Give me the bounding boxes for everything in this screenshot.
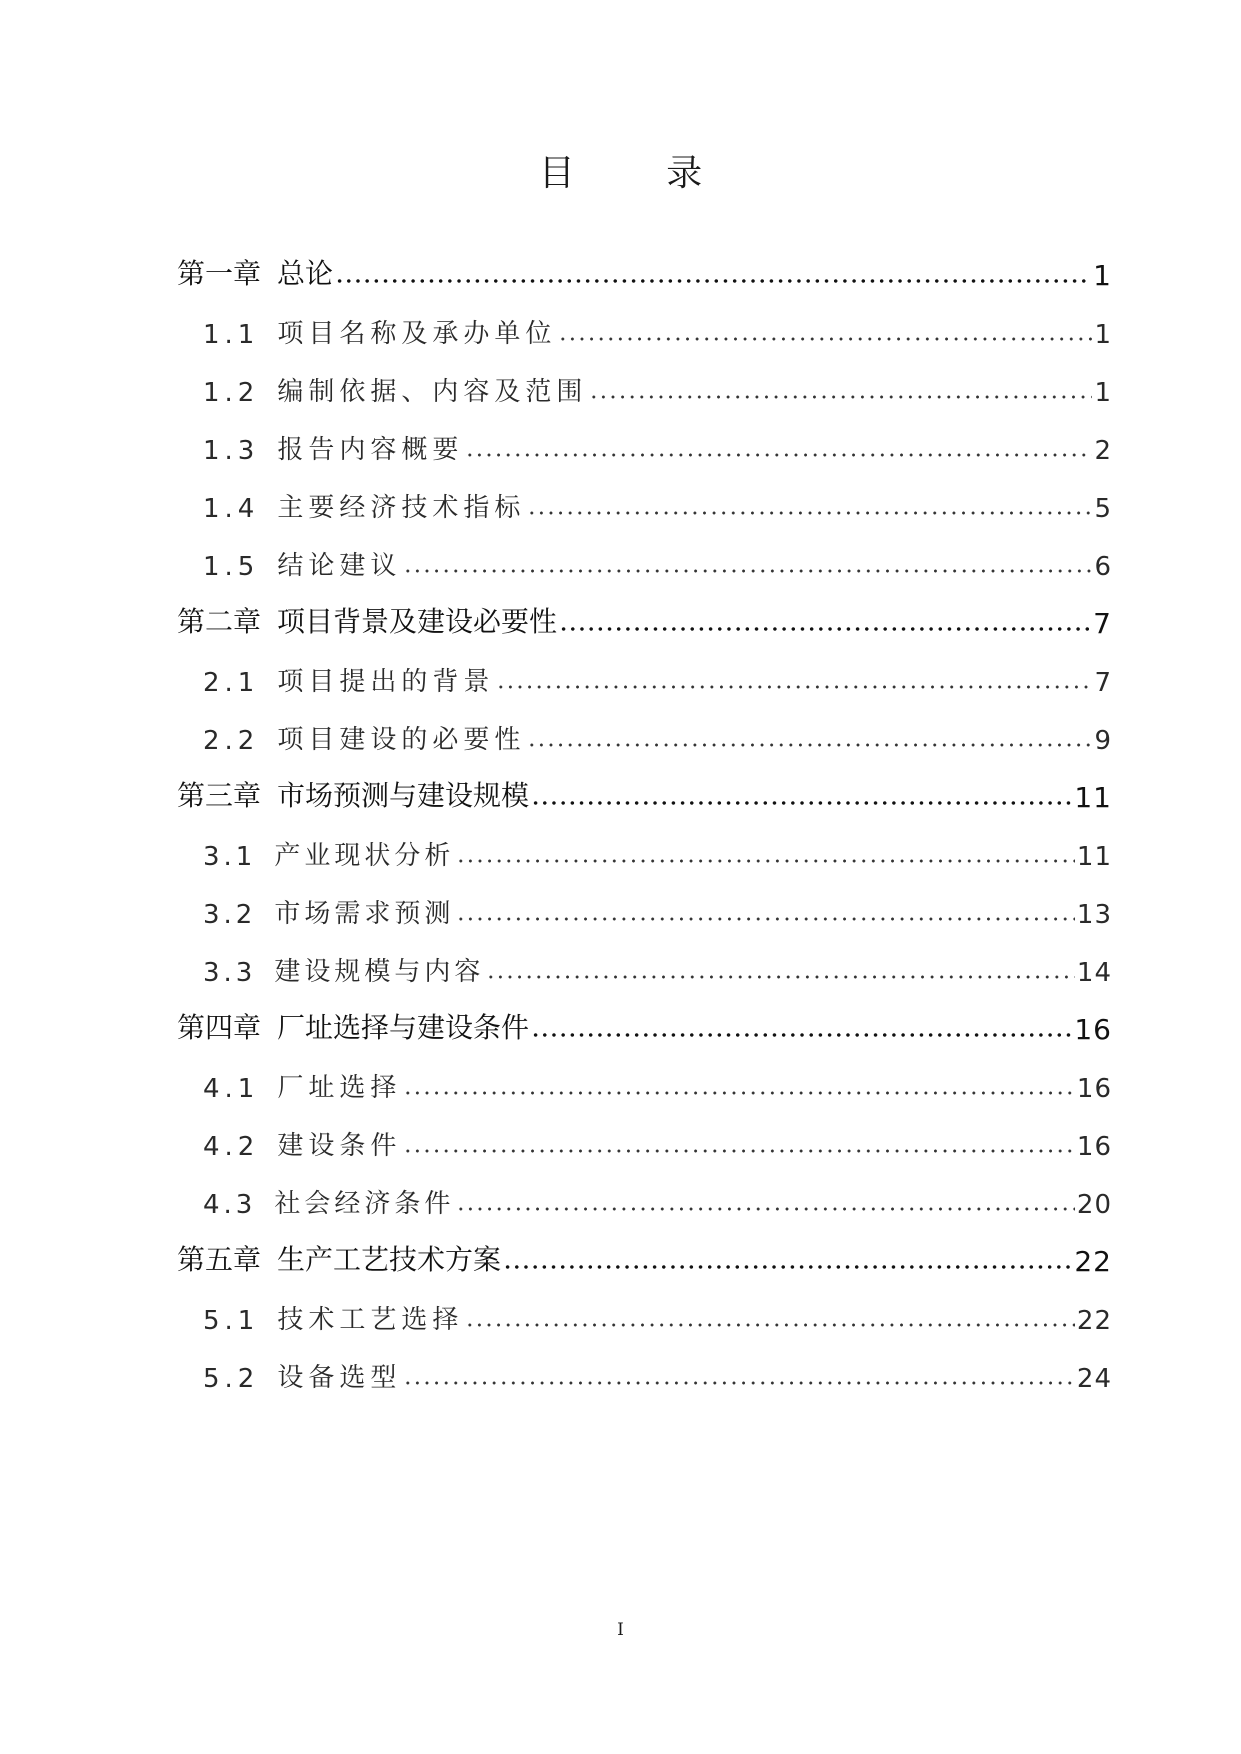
dot-leader	[496, 684, 1092, 690]
toc-entry-number: 5.2	[203, 1364, 260, 1394]
toc-entry-page: 22	[1076, 1306, 1112, 1336]
toc-entry-number: 第三章	[177, 779, 262, 812]
toc-entry-label: 厂址选择与建设条件	[277, 1011, 530, 1044]
toc-entry[interactable]	[177, 1006, 1112, 1046]
toc-entry-number: 3.3	[203, 958, 257, 988]
toc-entry-label: 产业现状分析	[274, 841, 455, 871]
toc-entry-page: 7	[1094, 668, 1112, 698]
toc-entry-number: 第二章	[177, 605, 262, 638]
toc-entry-page: 1	[1094, 320, 1112, 350]
toc-entry[interactable]	[203, 368, 1112, 408]
toc-entry-page: 9	[1094, 726, 1112, 756]
toc-entry-page: 2	[1094, 436, 1112, 466]
dot-leader	[403, 1090, 1075, 1096]
toc-entry-page: 11	[1074, 781, 1112, 814]
toc-entry-number: 第一章	[177, 257, 262, 290]
toc-entry-number: 2.1	[203, 668, 260, 698]
toc-entry[interactable]	[177, 1238, 1112, 1278]
dot-leader	[486, 974, 1075, 980]
toc-entry-label: 市场预测与建设规模	[277, 779, 530, 812]
dot-leader	[456, 1206, 1075, 1212]
toc-entry-page: 14	[1076, 958, 1112, 988]
dot-leader	[335, 278, 1091, 284]
toc-entry-number: 4.3	[203, 1190, 257, 1220]
toc-title: 目 录	[538, 153, 743, 194]
toc-entry-page: 7	[1093, 607, 1112, 640]
toc-entry-number: 3.1	[203, 842, 257, 872]
toc-entry[interactable]	[203, 890, 1112, 930]
toc-entry[interactable]	[177, 774, 1112, 814]
toc-entry-label: 项目建设的必要性	[277, 725, 526, 755]
toc-entry[interactable]	[203, 484, 1112, 524]
dot-leader	[403, 568, 1092, 574]
toc-entry-label: 项目名称及承办单位	[277, 319, 557, 349]
dot-leader	[403, 1380, 1075, 1386]
toc-entry-label: 设备选型	[277, 1363, 402, 1393]
toc-entry[interactable]	[203, 658, 1112, 698]
dot-leader	[531, 800, 1072, 806]
toc-entry[interactable]	[203, 1122, 1112, 1162]
toc-entry-page: 16	[1076, 1132, 1112, 1162]
toc-entry-page: 16	[1074, 1013, 1112, 1046]
dot-leader	[403, 1148, 1075, 1154]
toc-entry[interactable]	[203, 1296, 1112, 1336]
page-number: I	[617, 1620, 624, 1640]
toc-entry-label: 结论建议	[277, 551, 402, 581]
dot-leader	[456, 916, 1075, 922]
toc-entry-number: 2.2	[203, 726, 260, 756]
toc-entry-page: 16	[1076, 1074, 1112, 1104]
toc-entry-label: 项目提出的背景	[277, 667, 495, 697]
toc-entry[interactable]	[203, 832, 1112, 872]
toc-entry-label: 生产工艺技术方案	[277, 1243, 502, 1276]
toc-entry[interactable]	[203, 948, 1112, 988]
dot-leader	[503, 1264, 1072, 1270]
dot-leader	[527, 742, 1092, 748]
toc-entry[interactable]	[203, 1354, 1112, 1394]
toc-entry-label: 报告内容概要	[277, 435, 464, 465]
dot-leader	[465, 1322, 1075, 1328]
toc-entry-label: 厂址选择	[277, 1073, 402, 1103]
toc-entry-label: 主要经济技术指标	[277, 493, 526, 523]
toc-entry-page: 5	[1094, 494, 1112, 524]
toc-entry[interactable]	[177, 600, 1112, 640]
toc-entry-number: 1.1	[203, 320, 260, 350]
toc-entry-page: 11	[1076, 842, 1112, 872]
toc-entry[interactable]	[177, 252, 1112, 292]
dot-leader	[531, 1032, 1072, 1038]
toc-entry[interactable]	[203, 1064, 1112, 1104]
dot-leader	[589, 394, 1092, 400]
toc-entry-page: 1	[1094, 378, 1112, 408]
toc-entry-page: 24	[1076, 1364, 1112, 1394]
toc-entry-number: 1.3	[203, 436, 260, 466]
toc-entry[interactable]	[203, 1180, 1112, 1220]
toc-entry[interactable]	[203, 542, 1112, 582]
toc-entry-number: 1.2	[203, 378, 260, 408]
toc-entry-number: 5.1	[203, 1306, 260, 1336]
dot-leader	[465, 452, 1092, 458]
toc-entry-number: 第五章	[177, 1243, 262, 1276]
toc-entry[interactable]	[203, 426, 1112, 466]
toc-entry-label: 项目背景及建设必要性	[277, 605, 558, 638]
toc-entry-number: 4.1	[203, 1074, 260, 1104]
toc-entry-page: 1	[1093, 259, 1112, 292]
toc-entry-label: 社会经济条件	[274, 1189, 455, 1219]
dot-leader	[559, 626, 1091, 632]
toc-entry-page: 22	[1074, 1245, 1112, 1278]
toc-entry-number: 4.2	[203, 1132, 260, 1162]
dot-leader	[558, 336, 1092, 342]
toc-entry-number: 3.2	[203, 900, 257, 930]
toc-entry-label: 技术工艺选择	[277, 1305, 464, 1335]
toc-entry-label: 建设条件	[277, 1131, 402, 1161]
toc-entry[interactable]	[203, 310, 1112, 350]
toc-entry-number: 1.4	[203, 494, 260, 524]
toc-entry-label: 总论	[277, 257, 334, 290]
toc-entry-page: 20	[1076, 1190, 1112, 1220]
toc-entry-page: 6	[1094, 552, 1112, 582]
toc-entry-label: 编制依据、内容及范围	[277, 377, 588, 407]
toc-entry-number: 第四章	[177, 1011, 262, 1044]
dot-leader	[527, 510, 1092, 516]
toc-entry-label: 建设规模与内容	[274, 957, 485, 987]
toc-entry-number: 1.5	[203, 552, 260, 582]
toc-entry-label: 市场需求预测	[274, 899, 455, 929]
dot-leader	[456, 858, 1075, 864]
toc-entry-page: 13	[1076, 900, 1112, 930]
toc-entry[interactable]	[203, 716, 1112, 756]
